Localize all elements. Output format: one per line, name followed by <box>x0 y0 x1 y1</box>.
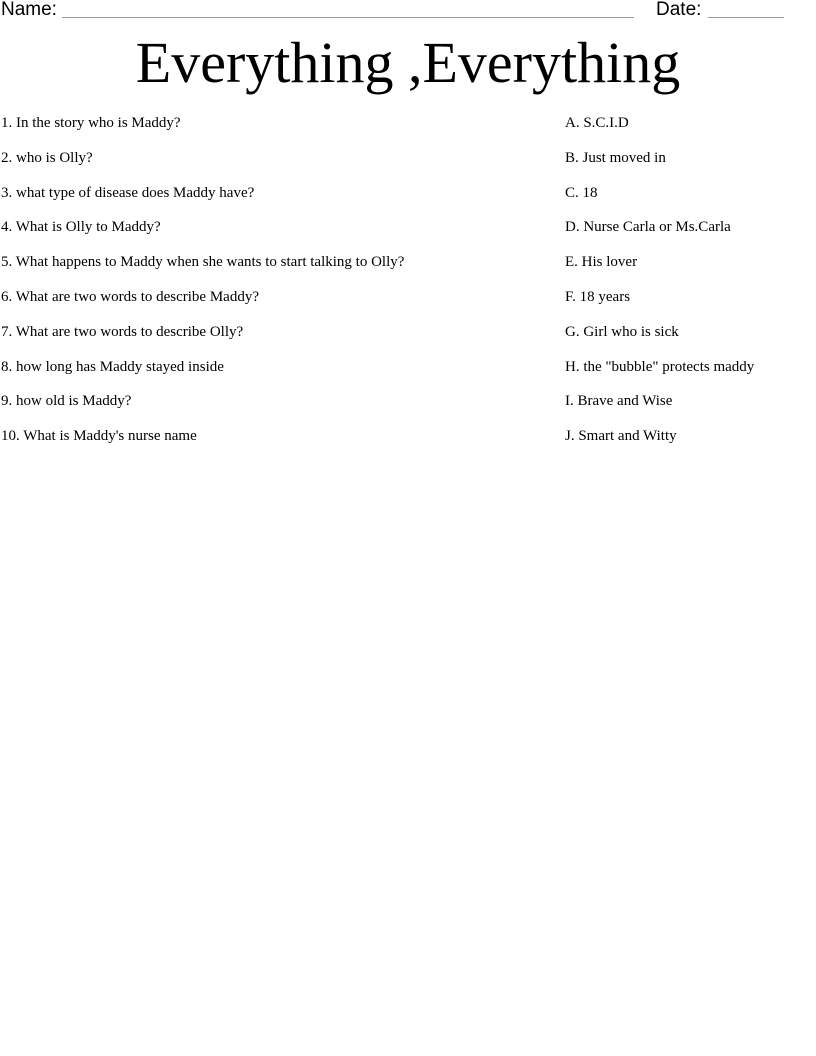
name-blank-line <box>62 17 634 18</box>
worksheet-header <box>0 0 816 24</box>
question-item: 10. What is Maddy's nurse name <box>1 428 197 445</box>
question-item: 5. What happens to Maddy when she wants to start talking to Olly? <box>1 254 405 271</box>
answer-item: G. Girl who is sick <box>565 323 679 340</box>
question-item: 9. how old is Maddy? <box>1 393 132 410</box>
question-item: 3. what type of disease does Maddy have? <box>1 184 255 201</box>
question-list <box>1 112 541 460</box>
name-label: Name: <box>1 0 57 20</box>
question-item: 1. In the story who is Maddy? <box>1 115 181 131</box>
answer-list <box>565 112 815 460</box>
answer-item: F. 18 years <box>565 288 631 305</box>
answer-item: A. S.C.I.D <box>565 115 629 131</box>
answer-item: C. 18 <box>565 184 598 201</box>
answer-item: B. Just moved in <box>565 149 666 166</box>
question-item: 6. What are two words to describe Maddy? <box>1 288 259 305</box>
answer-item: H. the "bubble" protects maddy <box>565 358 755 375</box>
question-item: 4. What is Olly to Maddy? <box>1 219 161 236</box>
date-label: Date: <box>656 0 702 20</box>
worksheet-title: Everything ,Everything <box>135 30 681 95</box>
answer-item: I. Brave and Wise <box>565 393 673 410</box>
answer-item: D. Nurse Carla or Ms.Carla <box>565 219 731 236</box>
question-item: 7. What are two words to describe Olly? <box>1 323 244 340</box>
question-item: 2. who is Olly? <box>1 149 93 166</box>
answer-item: J. Smart and Witty <box>565 428 677 445</box>
question-item: 8. how long has Maddy stayed inside <box>1 358 224 375</box>
answer-item: E. His lover <box>565 254 638 271</box>
date-blank-line <box>708 17 784 18</box>
